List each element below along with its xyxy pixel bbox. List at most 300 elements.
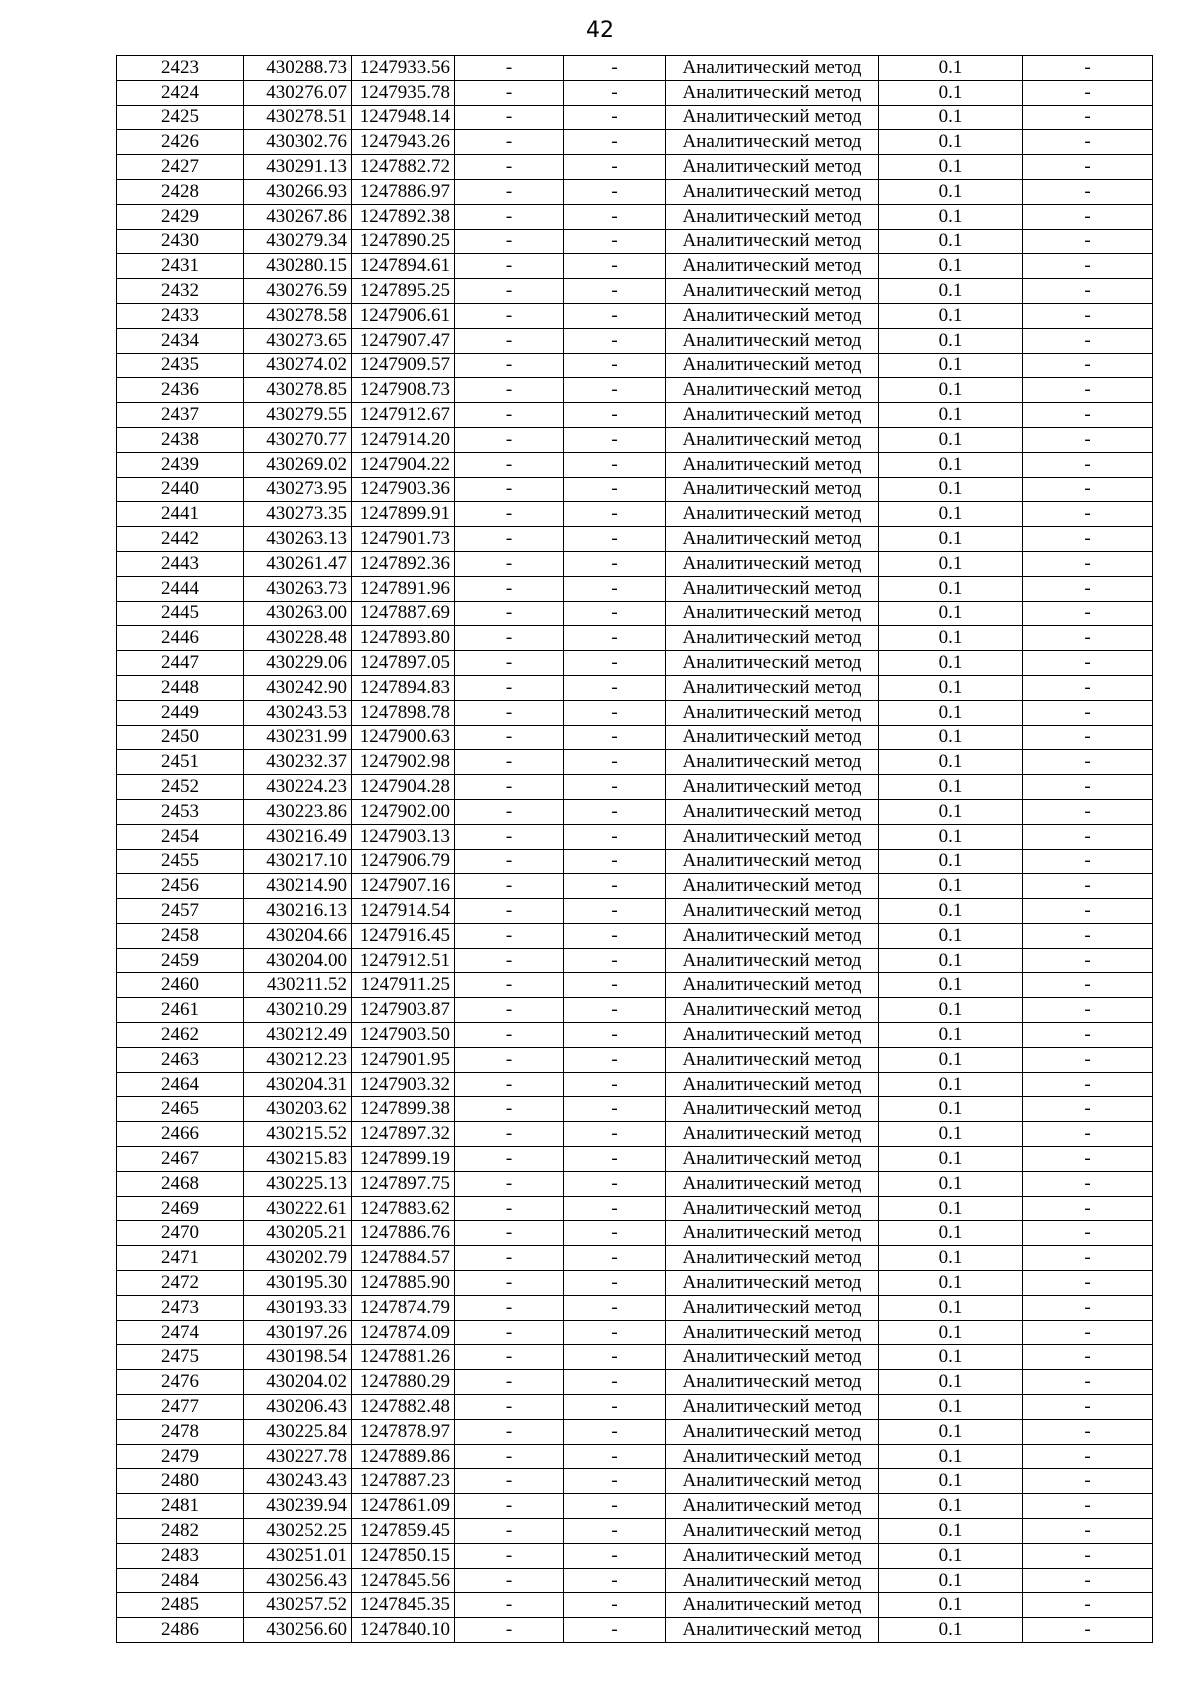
accuracy-cell: 0.1	[879, 1519, 1023, 1544]
method-cell: Аналитический метод	[666, 1047, 879, 1072]
table-row	[117, 700, 1153, 725]
empty-value-cell: -	[455, 576, 564, 601]
empty-value-cell: -	[455, 923, 564, 948]
point-number-cell: 2461	[117, 998, 244, 1023]
table-row	[117, 1419, 1153, 1444]
point-number-cell: 2440	[117, 477, 244, 502]
point-number-cell: 2438	[117, 427, 244, 452]
table-row	[117, 601, 1153, 626]
empty-value-cell: -	[1023, 378, 1153, 403]
y-coordinate-cell: 1247903.36	[352, 477, 455, 502]
method-cell: Аналитический метод	[666, 502, 879, 527]
empty-value-cell: -	[564, 1395, 666, 1420]
method-cell: Аналитический метод	[666, 775, 879, 800]
y-coordinate-cell: 1247894.83	[352, 675, 455, 700]
accuracy-cell: 0.1	[879, 651, 1023, 676]
empty-value-cell: -	[1023, 948, 1153, 973]
empty-value-cell: -	[455, 1593, 564, 1618]
empty-value-cell: -	[564, 1568, 666, 1593]
method-cell: Аналитический метод	[666, 403, 879, 428]
empty-value-cell: -	[564, 502, 666, 527]
method-cell: Аналитический метод	[666, 353, 879, 378]
empty-value-cell: -	[564, 874, 666, 899]
empty-value-cell: -	[1023, 254, 1153, 279]
method-cell: Аналитический метод	[666, 1023, 879, 1048]
empty-value-cell: -	[1023, 1023, 1153, 1048]
point-number-cell: 2439	[117, 452, 244, 477]
method-cell: Аналитический метод	[666, 1494, 879, 1519]
method-cell: Аналитический метод	[666, 1395, 879, 1420]
empty-value-cell: -	[1023, 1097, 1153, 1122]
empty-value-cell: -	[455, 254, 564, 279]
table-row	[117, 824, 1153, 849]
y-coordinate-cell: 1247901.95	[352, 1047, 455, 1072]
point-number-cell: 2454	[117, 824, 244, 849]
table-row	[117, 328, 1153, 353]
method-cell: Аналитический метод	[666, 1320, 879, 1345]
x-coordinate-cell: 430216.49	[244, 824, 352, 849]
empty-value-cell: -	[564, 1519, 666, 1544]
empty-value-cell: -	[1023, 1444, 1153, 1469]
y-coordinate-cell: 1247878.97	[352, 1419, 455, 1444]
accuracy-cell: 0.1	[879, 80, 1023, 105]
x-coordinate-cell: 430198.54	[244, 1345, 352, 1370]
x-coordinate-cell: 430231.99	[244, 725, 352, 750]
empty-value-cell: -	[455, 1568, 564, 1593]
point-number-cell: 2437	[117, 403, 244, 428]
x-coordinate-cell: 430212.49	[244, 1023, 352, 1048]
point-number-cell: 2431	[117, 254, 244, 279]
empty-value-cell: -	[1023, 427, 1153, 452]
empty-value-cell: -	[455, 229, 564, 254]
x-coordinate-cell: 430203.62	[244, 1097, 352, 1122]
point-number-cell: 2474	[117, 1320, 244, 1345]
accuracy-cell: 0.1	[879, 551, 1023, 576]
empty-value-cell: -	[1023, 1469, 1153, 1494]
point-number-cell: 2425	[117, 105, 244, 130]
point-number-cell: 2462	[117, 1023, 244, 1048]
empty-value-cell: -	[1023, 1271, 1153, 1296]
method-cell: Аналитический метод	[666, 1593, 879, 1618]
method-cell: Аналитический метод	[666, 378, 879, 403]
empty-value-cell: -	[564, 1023, 666, 1048]
x-coordinate-cell: 430263.13	[244, 527, 352, 552]
table-row	[117, 527, 1153, 552]
empty-value-cell: -	[455, 1370, 564, 1395]
empty-value-cell: -	[1023, 130, 1153, 155]
empty-value-cell: -	[564, 1543, 666, 1568]
method-cell: Аналитический метод	[666, 452, 879, 477]
y-coordinate-cell: 1247880.29	[352, 1370, 455, 1395]
x-coordinate-cell: 430204.02	[244, 1370, 352, 1395]
table-row	[117, 1122, 1153, 1147]
table-row	[117, 130, 1153, 155]
accuracy-cell: 0.1	[879, 353, 1023, 378]
empty-value-cell: -	[564, 1320, 666, 1345]
table-row	[117, 948, 1153, 973]
method-cell: Аналитический метод	[666, 105, 879, 130]
method-cell: Аналитический метод	[666, 1295, 879, 1320]
method-cell: Аналитический метод	[666, 973, 879, 998]
y-coordinate-cell: 1247881.26	[352, 1345, 455, 1370]
point-number-cell: 2463	[117, 1047, 244, 1072]
x-coordinate-cell: 430278.51	[244, 105, 352, 130]
point-number-cell: 2460	[117, 973, 244, 998]
empty-value-cell: -	[1023, 1519, 1153, 1544]
table-row	[117, 502, 1153, 527]
y-coordinate-cell: 1247885.90	[352, 1271, 455, 1296]
empty-value-cell: -	[455, 527, 564, 552]
x-coordinate-cell: 430263.73	[244, 576, 352, 601]
empty-value-cell: -	[564, 378, 666, 403]
point-number-cell: 2436	[117, 378, 244, 403]
empty-value-cell: -	[1023, 303, 1153, 328]
table-row	[117, 477, 1153, 502]
empty-value-cell: -	[455, 1023, 564, 1048]
y-coordinate-cell: 1247892.36	[352, 551, 455, 576]
table-row	[117, 899, 1153, 924]
accuracy-cell: 0.1	[879, 1568, 1023, 1593]
y-coordinate-cell: 1247912.51	[352, 948, 455, 973]
method-cell: Аналитический метод	[666, 229, 879, 254]
accuracy-cell: 0.1	[879, 874, 1023, 899]
point-number-cell: 2455	[117, 849, 244, 874]
y-coordinate-cell: 1247903.13	[352, 824, 455, 849]
table-row	[117, 750, 1153, 775]
y-coordinate-cell: 1247908.73	[352, 378, 455, 403]
empty-value-cell: -	[564, 279, 666, 304]
empty-value-cell: -	[564, 725, 666, 750]
empty-value-cell: -	[564, 105, 666, 130]
y-coordinate-cell: 1247900.63	[352, 725, 455, 750]
method-cell: Аналитический метод	[666, 254, 879, 279]
accuracy-cell: 0.1	[879, 725, 1023, 750]
method-cell: Аналитический метод	[666, 279, 879, 304]
table-row	[117, 279, 1153, 304]
empty-value-cell: -	[564, 948, 666, 973]
accuracy-cell: 0.1	[879, 899, 1023, 924]
table-row	[117, 675, 1153, 700]
x-coordinate-cell: 430278.58	[244, 303, 352, 328]
point-number-cell: 2475	[117, 1345, 244, 1370]
empty-value-cell: -	[564, 56, 666, 81]
empty-value-cell: -	[1023, 675, 1153, 700]
method-cell: Аналитический метод	[666, 551, 879, 576]
empty-value-cell: -	[1023, 80, 1153, 105]
accuracy-cell: 0.1	[879, 998, 1023, 1023]
method-cell: Аналитический метод	[666, 1469, 879, 1494]
point-number-cell: 2444	[117, 576, 244, 601]
method-cell: Аналитический метод	[666, 899, 879, 924]
x-coordinate-cell: 430270.77	[244, 427, 352, 452]
empty-value-cell: -	[455, 1047, 564, 1072]
empty-value-cell: -	[564, 1295, 666, 1320]
table-row	[117, 80, 1153, 105]
empty-value-cell: -	[564, 576, 666, 601]
empty-value-cell: -	[564, 1196, 666, 1221]
point-number-cell: 2486	[117, 1618, 244, 1643]
table-row	[117, 874, 1153, 899]
empty-value-cell: -	[564, 303, 666, 328]
empty-value-cell: -	[1023, 1618, 1153, 1643]
accuracy-cell: 0.1	[879, 1395, 1023, 1420]
empty-value-cell: -	[455, 403, 564, 428]
empty-value-cell: -	[564, 1246, 666, 1271]
x-coordinate-cell: 430204.00	[244, 948, 352, 973]
table-row	[117, 551, 1153, 576]
table-row	[117, 1444, 1153, 1469]
point-number-cell: 2442	[117, 527, 244, 552]
y-coordinate-cell: 1247895.25	[352, 279, 455, 304]
y-coordinate-cell: 1247887.69	[352, 601, 455, 626]
table-row	[117, 1568, 1153, 1593]
empty-value-cell: -	[455, 1519, 564, 1544]
empty-value-cell: -	[455, 1171, 564, 1196]
x-coordinate-cell: 430214.90	[244, 874, 352, 899]
table-row	[117, 998, 1153, 1023]
accuracy-cell: 0.1	[879, 452, 1023, 477]
table-row	[117, 427, 1153, 452]
empty-value-cell: -	[564, 923, 666, 948]
empty-value-cell: -	[455, 80, 564, 105]
y-coordinate-cell: 1247906.61	[352, 303, 455, 328]
accuracy-cell: 0.1	[879, 1469, 1023, 1494]
y-coordinate-cell: 1247845.56	[352, 1568, 455, 1593]
empty-value-cell: -	[455, 452, 564, 477]
x-coordinate-cell: 430224.23	[244, 775, 352, 800]
empty-value-cell: -	[1023, 105, 1153, 130]
empty-value-cell: -	[455, 1072, 564, 1097]
method-cell: Аналитический метод	[666, 799, 879, 824]
point-number-cell: 2465	[117, 1097, 244, 1122]
method-cell: Аналитический метод	[666, 328, 879, 353]
accuracy-cell: 0.1	[879, 1345, 1023, 1370]
y-coordinate-cell: 1247890.25	[352, 229, 455, 254]
empty-value-cell: -	[455, 56, 564, 81]
empty-value-cell: -	[564, 427, 666, 452]
y-coordinate-cell: 1247909.57	[352, 353, 455, 378]
empty-value-cell: -	[564, 601, 666, 626]
table-row	[117, 1196, 1153, 1221]
empty-value-cell: -	[564, 254, 666, 279]
table-row	[117, 1320, 1153, 1345]
accuracy-cell: 0.1	[879, 750, 1023, 775]
accuracy-cell: 0.1	[879, 1444, 1023, 1469]
x-coordinate-cell: 430278.85	[244, 378, 352, 403]
empty-value-cell: -	[1023, 179, 1153, 204]
empty-value-cell: -	[455, 1469, 564, 1494]
empty-value-cell: -	[455, 601, 564, 626]
x-coordinate-cell: 430257.52	[244, 1593, 352, 1618]
y-coordinate-cell: 1247840.10	[352, 1618, 455, 1643]
point-number-cell: 2482	[117, 1519, 244, 1544]
point-number-cell: 2447	[117, 651, 244, 676]
empty-value-cell: -	[1023, 155, 1153, 180]
empty-value-cell: -	[1023, 824, 1153, 849]
empty-value-cell: -	[564, 1122, 666, 1147]
x-coordinate-cell: 430228.48	[244, 626, 352, 651]
empty-value-cell: -	[1023, 725, 1153, 750]
y-coordinate-cell: 1247943.26	[352, 130, 455, 155]
x-coordinate-cell: 430215.83	[244, 1147, 352, 1172]
y-coordinate-cell: 1247889.86	[352, 1444, 455, 1469]
point-number-cell: 2433	[117, 303, 244, 328]
empty-value-cell: -	[564, 675, 666, 700]
y-coordinate-cell: 1247906.79	[352, 849, 455, 874]
empty-value-cell: -	[1023, 626, 1153, 651]
method-cell: Аналитический метод	[666, 1519, 879, 1544]
accuracy-cell: 0.1	[879, 626, 1023, 651]
method-cell: Аналитический метод	[666, 527, 879, 552]
empty-value-cell: -	[455, 1295, 564, 1320]
empty-value-cell: -	[455, 725, 564, 750]
accuracy-cell: 0.1	[879, 1196, 1023, 1221]
table-row	[117, 56, 1153, 81]
accuracy-cell: 0.1	[879, 775, 1023, 800]
accuracy-cell: 0.1	[879, 1370, 1023, 1395]
y-coordinate-cell: 1247886.97	[352, 179, 455, 204]
y-coordinate-cell: 1247904.28	[352, 775, 455, 800]
table-row	[117, 799, 1153, 824]
x-coordinate-cell: 430215.52	[244, 1122, 352, 1147]
y-coordinate-cell: 1247899.38	[352, 1097, 455, 1122]
empty-value-cell: -	[1023, 998, 1153, 1023]
empty-value-cell: -	[1023, 403, 1153, 428]
empty-value-cell: -	[1023, 353, 1153, 378]
empty-value-cell: -	[455, 1543, 564, 1568]
point-number-cell: 2457	[117, 899, 244, 924]
method-cell: Аналитический метод	[666, 80, 879, 105]
accuracy-cell: 0.1	[879, 700, 1023, 725]
y-coordinate-cell: 1247893.80	[352, 626, 455, 651]
table-row	[117, 179, 1153, 204]
method-cell: Аналитический метод	[666, 1147, 879, 1172]
empty-value-cell: -	[455, 899, 564, 924]
empty-value-cell: -	[455, 1395, 564, 1420]
accuracy-cell: 0.1	[879, 279, 1023, 304]
empty-value-cell: -	[1023, 1147, 1153, 1172]
empty-value-cell: -	[564, 1444, 666, 1469]
method-cell: Аналитический метод	[666, 204, 879, 229]
x-coordinate-cell: 430267.86	[244, 204, 352, 229]
table-row	[117, 1097, 1153, 1122]
empty-value-cell: -	[455, 1444, 564, 1469]
y-coordinate-cell: 1247899.91	[352, 502, 455, 527]
table-row	[117, 353, 1153, 378]
x-coordinate-cell: 430261.47	[244, 551, 352, 576]
accuracy-cell: 0.1	[879, 1494, 1023, 1519]
point-number-cell: 2450	[117, 725, 244, 750]
empty-value-cell: -	[564, 1147, 666, 1172]
table-row	[117, 378, 1153, 403]
empty-value-cell: -	[564, 651, 666, 676]
empty-value-cell: -	[1023, 1568, 1153, 1593]
accuracy-cell: 0.1	[879, 303, 1023, 328]
point-number-cell: 2480	[117, 1469, 244, 1494]
point-number-cell: 2441	[117, 502, 244, 527]
accuracy-cell: 0.1	[879, 527, 1023, 552]
y-coordinate-cell: 1247892.38	[352, 204, 455, 229]
method-cell: Аналитический метод	[666, 626, 879, 651]
table-row	[117, 1147, 1153, 1172]
table-row	[117, 973, 1153, 998]
empty-value-cell: -	[1023, 1047, 1153, 1072]
empty-value-cell: -	[455, 1246, 564, 1271]
empty-value-cell: -	[455, 651, 564, 676]
x-coordinate-cell: 430211.52	[244, 973, 352, 998]
empty-value-cell: -	[564, 179, 666, 204]
empty-value-cell: -	[564, 1618, 666, 1643]
table-row	[117, 1593, 1153, 1618]
point-number-cell: 2427	[117, 155, 244, 180]
accuracy-cell: 0.1	[879, 1171, 1023, 1196]
method-cell: Аналитический метод	[666, 1345, 879, 1370]
empty-value-cell: -	[1023, 502, 1153, 527]
table-row	[117, 1221, 1153, 1246]
accuracy-cell: 0.1	[879, 1097, 1023, 1122]
x-coordinate-cell: 430204.31	[244, 1072, 352, 1097]
empty-value-cell: -	[564, 1370, 666, 1395]
point-number-cell: 2451	[117, 750, 244, 775]
empty-value-cell: -	[455, 824, 564, 849]
x-coordinate-cell: 430225.13	[244, 1171, 352, 1196]
x-coordinate-cell: 430193.33	[244, 1295, 352, 1320]
point-number-cell: 2483	[117, 1543, 244, 1568]
table-row	[117, 452, 1153, 477]
empty-value-cell: -	[1023, 1246, 1153, 1271]
accuracy-cell: 0.1	[879, 1271, 1023, 1296]
accuracy-cell: 0.1	[879, 155, 1023, 180]
table-row	[117, 1072, 1153, 1097]
empty-value-cell: -	[455, 948, 564, 973]
empty-value-cell: -	[564, 155, 666, 180]
table-row	[117, 651, 1153, 676]
empty-value-cell: -	[564, 527, 666, 552]
empty-value-cell: -	[564, 750, 666, 775]
x-coordinate-cell: 430205.21	[244, 1221, 352, 1246]
y-coordinate-cell: 1247891.96	[352, 576, 455, 601]
x-coordinate-cell: 430242.90	[244, 675, 352, 700]
x-coordinate-cell: 430212.23	[244, 1047, 352, 1072]
y-coordinate-cell: 1247897.05	[352, 651, 455, 676]
x-coordinate-cell: 430223.86	[244, 799, 352, 824]
method-cell: Аналитический метод	[666, 874, 879, 899]
y-coordinate-cell: 1247903.32	[352, 1072, 455, 1097]
y-coordinate-cell: 1247886.76	[352, 1221, 455, 1246]
method-cell: Аналитический метод	[666, 1568, 879, 1593]
empty-value-cell: -	[455, 179, 564, 204]
point-number-cell: 2448	[117, 675, 244, 700]
x-coordinate-cell: 430210.29	[244, 998, 352, 1023]
table-row	[117, 1618, 1153, 1643]
accuracy-cell: 0.1	[879, 254, 1023, 279]
point-number-cell: 2428	[117, 179, 244, 204]
point-number-cell: 2452	[117, 775, 244, 800]
x-coordinate-cell: 430273.65	[244, 328, 352, 353]
empty-value-cell: -	[1023, 923, 1153, 948]
x-coordinate-cell: 430251.01	[244, 1543, 352, 1568]
accuracy-cell: 0.1	[879, 427, 1023, 452]
empty-value-cell: -	[455, 1320, 564, 1345]
empty-value-cell: -	[1023, 874, 1153, 899]
page-number: 42	[586, 18, 614, 43]
empty-value-cell: -	[455, 1221, 564, 1246]
y-coordinate-cell: 1247903.87	[352, 998, 455, 1023]
method-cell: Аналитический метод	[666, 303, 879, 328]
empty-value-cell: -	[1023, 1543, 1153, 1568]
empty-value-cell: -	[564, 551, 666, 576]
point-number-cell: 2479	[117, 1444, 244, 1469]
